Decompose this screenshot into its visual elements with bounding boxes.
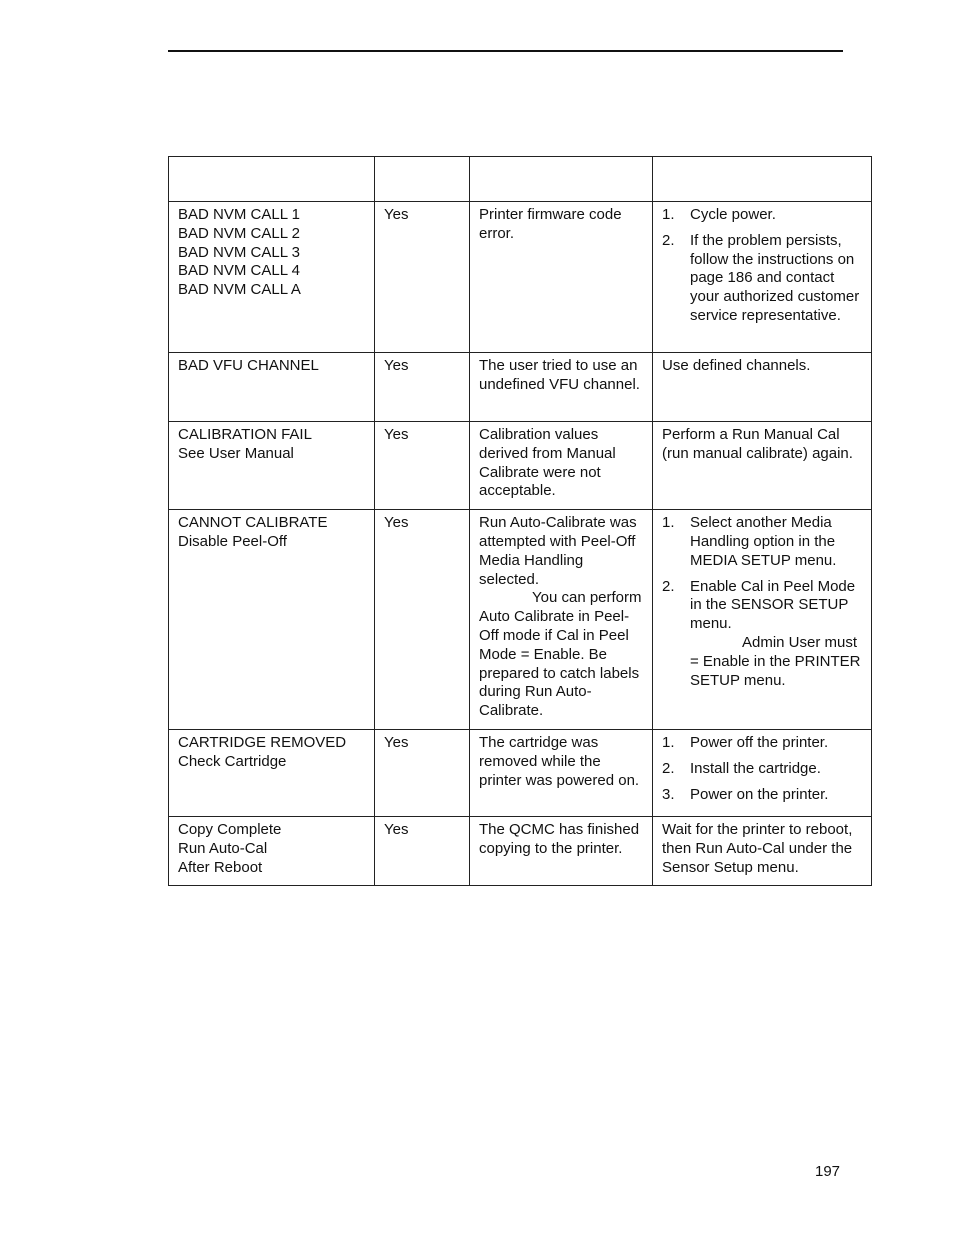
explanation-cell	[470, 202, 653, 353]
message-line: See User Manual	[178, 444, 294, 462]
message-cell	[169, 729, 375, 816]
action-step-note: Admin User must	[742, 633, 858, 651]
message-cell	[169, 816, 375, 885]
message-line: CARTRIDGE REMOVED	[178, 733, 347, 751]
page-number: 197	[815, 1163, 841, 1180]
action-step: 2. If the problem persists, follow the instructions on page 186 and contact your authorized customer service representative.	[662, 232, 863, 326]
message-line: BAD NVM CALL 3	[178, 243, 300, 261]
flag-cell	[375, 353, 470, 422]
message-line: Check Cartridge	[178, 752, 287, 770]
explanation-cell	[470, 729, 653, 816]
action-cell	[653, 422, 872, 510]
action-step-text: Power off the printer.	[690, 733, 829, 751]
explanation-text: Calibration values derived from Manual Calibrate were not acceptable.	[479, 426, 616, 500]
action-text: Perform a Run Manual Cal (run manual calibrate) again.	[662, 426, 853, 462]
action-step-text: Power on the printer.	[690, 785, 829, 803]
message-line: After Reboot	[178, 858, 263, 876]
flag-value: Yes	[384, 206, 409, 223]
explanation-note: You can perform Auto Calibrate in Peel-Off mode if Cal in Peel Mode = Enable. Be prepared to catch labels during Run Auto-Calibrate.	[479, 589, 642, 720]
action-step-text: Enable Cal in Peel Mode in the SENSOR SETUP menu.	[690, 577, 856, 633]
action-step-text: Install the cartridge.	[690, 759, 821, 777]
header-cell-message	[169, 157, 375, 202]
flag-cell	[375, 816, 470, 885]
flag-value: Yes	[384, 514, 409, 532]
table-header-row	[169, 157, 872, 202]
action-step: 3. Power on the printer.	[662, 786, 863, 805]
header-cell-explanation	[470, 157, 653, 202]
flag-cell	[375, 202, 470, 353]
explanation-cell	[470, 510, 653, 730]
top-rule	[168, 50, 843, 52]
explanation-cell	[470, 422, 653, 510]
action-cell	[653, 353, 872, 422]
message-line: BAD NVM CALL 4	[178, 262, 300, 280]
table-row	[169, 729, 872, 816]
action-step: 1. Power off the printer.	[662, 734, 863, 753]
explanation-text: The cartridge was removed while the printer was powered on.	[479, 733, 640, 789]
flag-value: Yes	[384, 820, 409, 838]
action-steps	[662, 514, 863, 690]
action-text: Wait for the printer to reboot, then Run Auto-Cal under the Sensor Setup menu.	[662, 820, 853, 876]
explanation-text: The user tried to use an undefined VFU channel.	[479, 357, 640, 393]
table-row	[169, 816, 872, 885]
header-cell-action	[653, 157, 872, 202]
message-cell	[169, 353, 375, 422]
message-line: BAD NVM CALL 1	[178, 206, 300, 223]
message-line: BAD NVM CALL A	[178, 281, 301, 299]
explanation-text: Run Auto-Calibrate was attempted with Peel-Off Media Handling selected.	[479, 514, 637, 588]
flag-value: Yes	[384, 426, 409, 443]
explanation-cell	[470, 353, 653, 422]
table-row	[169, 510, 872, 730]
message-cell	[169, 202, 375, 353]
message-line: Run Auto-Cal	[178, 839, 268, 857]
action-cell	[653, 202, 872, 353]
message-line: BAD NVM CALL 2	[178, 224, 300, 242]
flag-cell	[375, 422, 470, 510]
explanation-cell	[470, 816, 653, 885]
header-cell-flag	[375, 157, 470, 202]
action-steps	[662, 206, 863, 326]
action-cell	[653, 510, 872, 730]
message-line: BAD VFU CHANNEL	[178, 357, 319, 374]
flag-cell	[375, 729, 470, 816]
table-row	[169, 202, 872, 353]
action-step-text: If the problem persists, follow the instructions on page 186 and contact your authorized customer service representative.	[690, 231, 860, 324]
table-row	[169, 422, 872, 510]
message-cell	[169, 510, 375, 730]
message-line: CALIBRATION FAIL	[178, 426, 312, 443]
action-step: 2. Install the cartridge.	[662, 760, 863, 779]
action-step: 2. Enable Cal in Peel Mode in the SENSOR SETUP menu. Admin User must = Enable in the PRINTER SETUP menu.	[662, 578, 863, 691]
flag-value: Yes	[384, 357, 409, 374]
explanation-text: The QCMC has finished copying to the printer.	[479, 820, 640, 857]
table-row	[169, 353, 872, 422]
action-cell	[653, 816, 872, 885]
flag-cell	[375, 510, 470, 730]
action-steps	[662, 734, 863, 804]
action-text: Use defined channels.	[662, 357, 811, 374]
action-step: 1. Cycle power.	[662, 206, 863, 225]
action-step-note: = Enable in the PRINTER SETUP menu.	[690, 652, 861, 689]
error-message-table	[168, 156, 872, 886]
action-step: 1. Select another Media Handling option in the MEDIA SETUP menu.	[662, 514, 863, 570]
action-step-text: Cycle power.	[690, 206, 776, 223]
action-cell	[653, 729, 872, 816]
flag-value: Yes	[384, 733, 409, 751]
message-line: CANNOT CALIBRATE	[178, 514, 328, 532]
explanation-text: Printer firmware code error.	[479, 206, 622, 242]
message-line: Copy Complete	[178, 820, 282, 838]
action-step-text: Select another Media Handling option in the MEDIA SETUP menu.	[690, 514, 837, 569]
message-cell	[169, 422, 375, 510]
message-line: Disable Peel-Off	[178, 532, 287, 550]
